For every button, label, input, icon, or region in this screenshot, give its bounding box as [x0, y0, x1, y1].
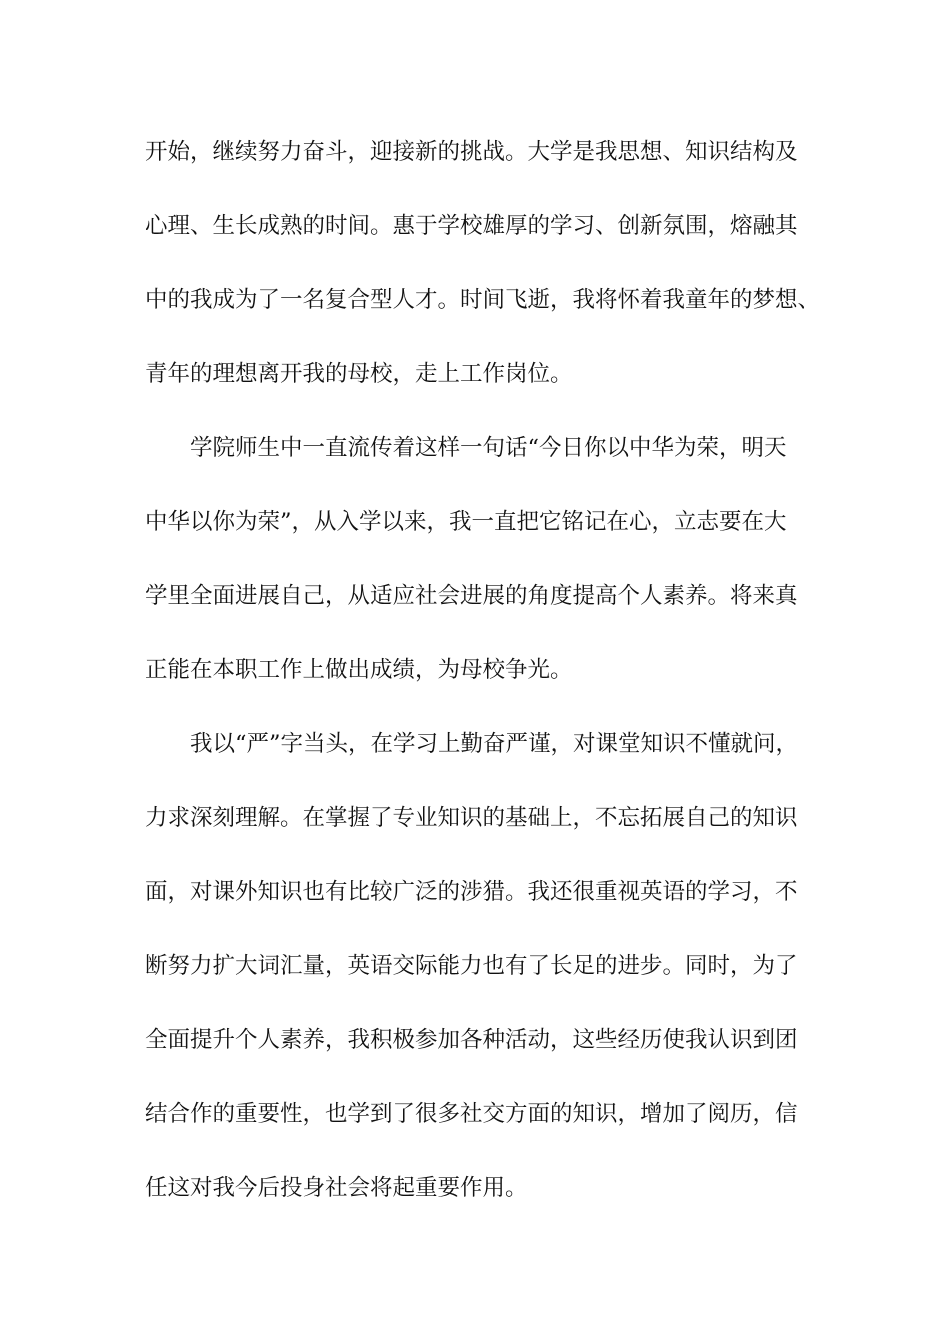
paragraph-3-line-1: 我以“严”字当头，在学习上勤奋严谨，对课堂知识不懂就问，	[190, 731, 799, 757]
paragraph-1-line-3: 中的我成为了一名复合型人才。时间飞逝，我将怀着我童年的梦想、	[145, 287, 821, 313]
paragraph-2-line-2: 中华以你为荣”，从入学以来，我一直把它铭记在心，立志要在大	[145, 509, 787, 535]
paragraph-2-line-1: 学院师生中一直流传着这样一句话“今日你以中华为荣，明天	[190, 435, 787, 461]
paragraph-3-line-5: 全面提升个人素养，我积极参加各种活动，这些经历使我认识到团	[145, 1027, 798, 1053]
paragraph-2-line-3: 学里全面进展自己，从适应社会进展的角度提高个人素养。将来真	[145, 583, 798, 609]
paragraph-3-line-7: 任这对我今后投身社会将起重要作用。	[145, 1175, 528, 1201]
paragraph-3-line-4: 断努力扩大词汇量，英语交际能力也有了长足的进步。同时，为了	[145, 953, 798, 979]
paragraph-2-line-4: 正能在本职工作上做出成绩，为母校争光。	[145, 657, 573, 683]
paragraph-3-line-2: 力求深刻理解。在掌握了专业知识的基础上，不忘拓展自己的知识	[145, 805, 798, 831]
paragraph-1-line-2: 心理、生长成熟的时间。惠于学校雄厚的学习、创新氛围，熔融其	[145, 213, 798, 239]
paragraph-1-line-1: 开始，继续努力奋斗，迎接新的挑战。大学是我思想、知识结构及	[145, 139, 798, 165]
paragraph-1-line-4: 青年的理想离开我的母校，走上工作岗位。	[145, 361, 573, 387]
paragraph-3-line-6: 结合作的重要性，也学到了很多社交方面的知识，增加了阅历，信	[145, 1101, 798, 1127]
paragraph-3-line-3: 面，对课外知识也有比较广泛的涉猎。我还很重视英语的学习，不	[145, 879, 798, 905]
